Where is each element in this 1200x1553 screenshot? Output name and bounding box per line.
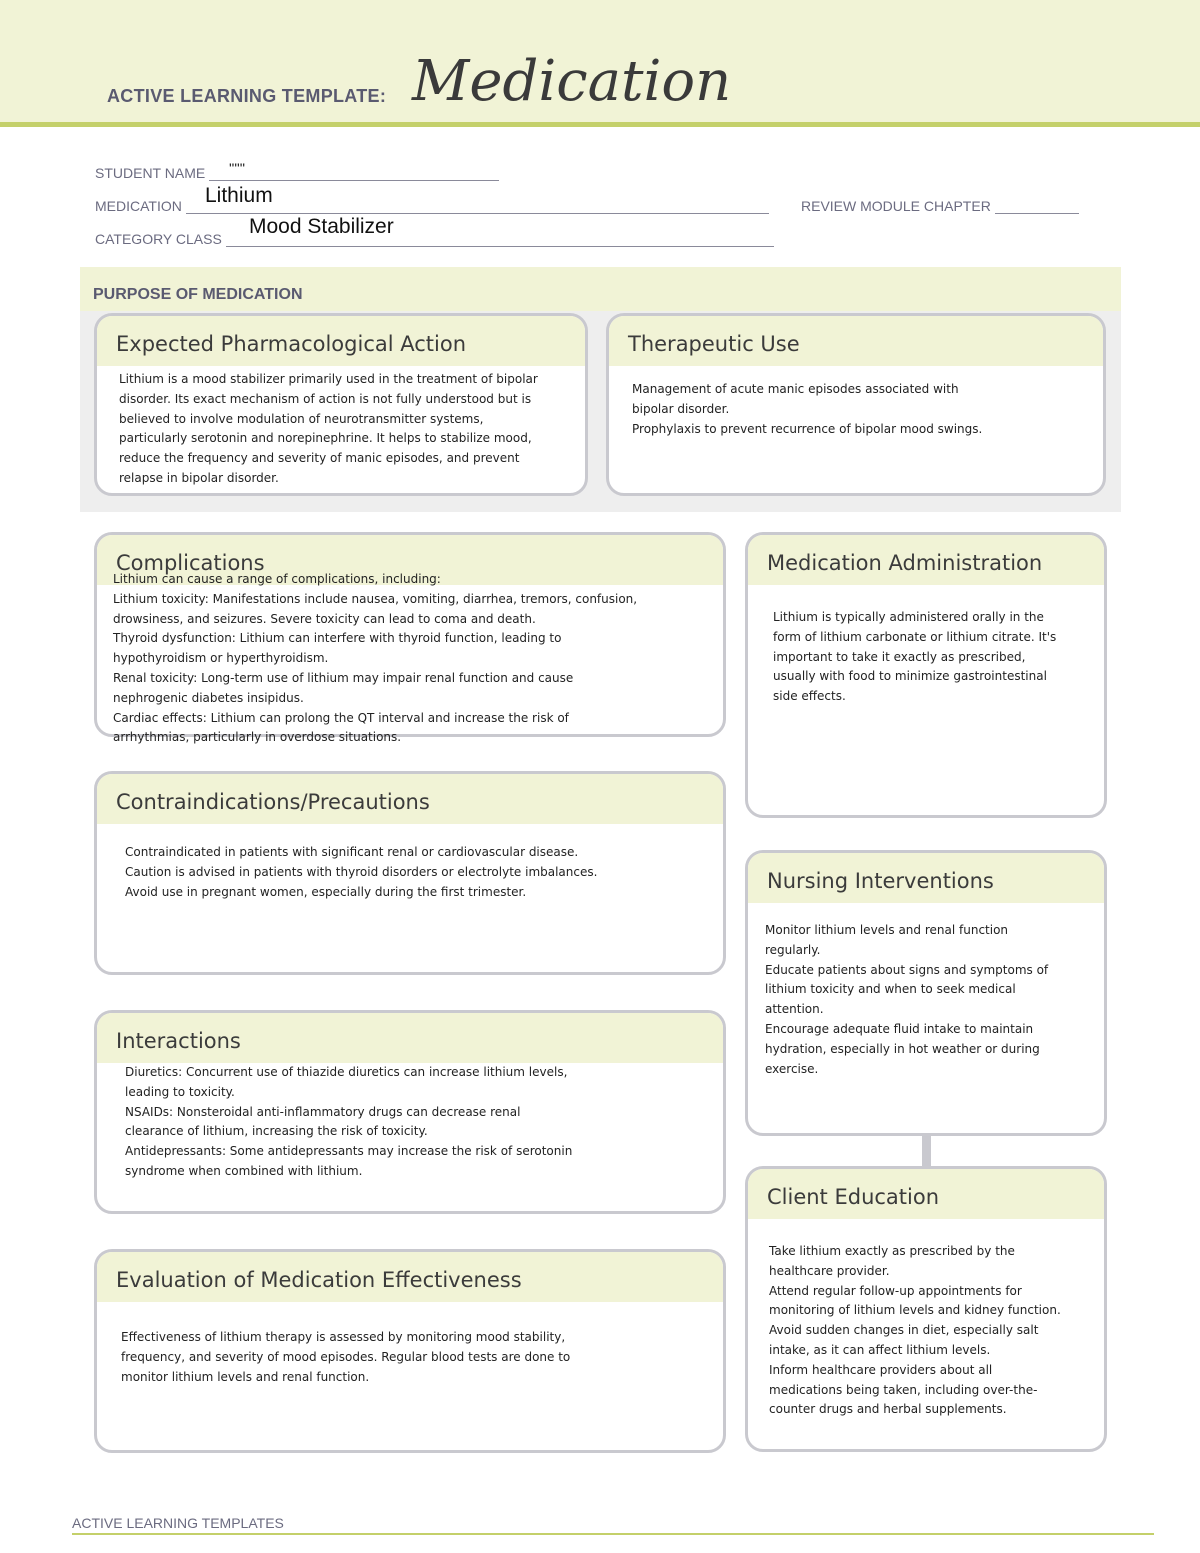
text-line: Take lithium exactly as prescribed by the xyxy=(769,1244,1015,1258)
text-line: counter drugs and herbal supplements. xyxy=(769,1402,1007,1417)
evaluation-title: Evaluation of Medication Effectiveness xyxy=(116,1268,522,1292)
text-line: side effects. xyxy=(773,689,846,704)
text-line: medications being taken, including over-the- xyxy=(769,1382,1038,1397)
text-line: monitor lithium levels and renal function. xyxy=(121,1369,370,1384)
text-line: arrhythmias, particularly in overdose situations. xyxy=(113,730,402,745)
client-education-text xyxy=(769,1242,1061,1420)
category-class-label: CATEGORY CLASS xyxy=(95,231,222,247)
page-title: Medication xyxy=(412,49,732,114)
evaluation-text xyxy=(121,1328,570,1387)
text-line: bipolar disorder. xyxy=(632,401,730,416)
text-line: Lithium is a mood stabilizer primarily used in the treatment of bipolar xyxy=(119,372,538,386)
nursing-interventions-text xyxy=(765,921,1048,1079)
text-line: nephrogenic diabetes insipidus. xyxy=(113,690,304,705)
text-line: frequency, and severity of mood episodes. Regular blood tests are done to xyxy=(121,1349,571,1364)
text-line: regularly. xyxy=(765,942,821,957)
text-line: Management of acute manic episodes associated with xyxy=(632,382,959,396)
text-line: form of lithium carbonate or lithium citrate. It's xyxy=(773,629,1057,644)
medication-administration-title: Medication Administration xyxy=(767,551,1043,575)
text-line: lithium toxicity and when to seek medical xyxy=(765,982,1016,997)
complications-text xyxy=(113,570,637,748)
text-line: syndrome when combined with lithium. xyxy=(125,1163,363,1178)
text-line: Cardiac effects: Lithium can prolong the QT interval and increase the risk of xyxy=(113,710,569,725)
purpose-label: PURPOSE OF MEDICATION xyxy=(93,286,303,303)
text-line: Effectiveness of lithium therapy is assessed by monitoring mood stability, xyxy=(121,1330,566,1344)
footer-label: ACTIVE LEARNING TEMPLATES xyxy=(72,1515,284,1531)
text-line: Contraindicated in patients with significant renal or cardiovascular disease. xyxy=(125,845,579,859)
footer-rule xyxy=(72,1533,1154,1535)
header-rule xyxy=(0,122,1200,127)
student-name-value: '''''' xyxy=(229,160,246,176)
text-line: Monitor lithium levels and renal function xyxy=(765,923,1009,937)
therapeutic-use-title: Therapeutic Use xyxy=(628,332,800,356)
review-module-label: REVIEW MODULE CHAPTER xyxy=(801,198,991,214)
category-class-value: Mood Stabilizer xyxy=(249,215,394,238)
text-line: believed to involve modulation of neurotransmitter systems, xyxy=(119,411,484,426)
text-line: Lithium can cause a range of complications, including: xyxy=(113,572,441,586)
medication-line xyxy=(186,203,769,214)
text-line: intake, as it can affect lithium levels. xyxy=(769,1342,991,1357)
text-line: Prophylaxis to prevent recurrence of bipolar mood swings. xyxy=(632,421,983,436)
review-module-field[interactable] xyxy=(801,198,1079,214)
text-line: hydration, especially in hot weather or during xyxy=(765,1041,1040,1056)
medication-value: Lithium xyxy=(205,184,273,207)
text-line: monitoring of lithium levels and kidney function. xyxy=(769,1303,1061,1318)
text-line: attention. xyxy=(765,1002,824,1017)
text-line: Lithium toxicity: Manifestations include nausea, vomiting, diarrhea, tremors, confusion, xyxy=(113,591,638,606)
category-class-field[interactable] xyxy=(95,231,774,247)
text-line: drowsiness, and seizures. Severe toxicity can lead to coma and death. xyxy=(113,611,536,626)
text-line: particularly serotonin and norepinephrine. It helps to stabilize mood, xyxy=(119,431,532,446)
text-line: hypothyroidism or hyperthyroidism. xyxy=(113,651,329,666)
text-line: Thyroid dysfunction: Lithium can interfere with thyroid function, leading to xyxy=(113,631,562,646)
text-line: Inform healthcare providers about all xyxy=(769,1362,993,1377)
text-line: Antidepressants: Some antidepressants may increase the risk of serotonin xyxy=(125,1144,573,1159)
text-line: leading to toxicity. xyxy=(125,1084,235,1099)
student-name-label: STUDENT NAME xyxy=(95,165,206,181)
expected-action-text xyxy=(119,370,538,489)
text-line: clearance of lithium, increasing the risk of toxicity. xyxy=(125,1124,428,1139)
template-label: ACTIVE LEARNING TEMPLATE: xyxy=(107,86,387,106)
therapeutic-use-text xyxy=(632,380,982,439)
text-line: Avoid sudden changes in diet, especially salt xyxy=(769,1323,1039,1338)
text-line: Avoid use in pregnant women, especially during the first trimester. xyxy=(125,884,527,899)
text-line: Encourage adequate fluid intake to maintain xyxy=(765,1021,1034,1036)
text-line: exercise. xyxy=(765,1061,819,1076)
review-module-line xyxy=(995,203,1079,214)
complications-title: Complications xyxy=(116,551,265,575)
text-line: reduce the frequency and severity of manic episodes, and prevent xyxy=(119,451,520,466)
student-name-line xyxy=(209,170,499,181)
text-line: usually with food to minimize gastrointestinal xyxy=(773,669,1047,684)
text-line: Caution is advised in patients with thyroid disorders or electrolyte imbalances. xyxy=(125,864,598,879)
student-name-field[interactable] xyxy=(95,165,499,181)
medication-label: MEDICATION xyxy=(95,198,182,214)
text-line: Renal toxicity: Long-term use of lithium may impair renal function and cause xyxy=(113,670,574,685)
text-line: disorder. Its exact mechanism of action is not fully understood but is xyxy=(119,391,532,406)
text-line: important to take it exactly as prescribed, xyxy=(773,649,1026,664)
interactions-text xyxy=(125,1063,572,1182)
nursing-interventions-title: Nursing Interventions xyxy=(767,869,994,893)
medication-administration-text xyxy=(773,608,1056,707)
contraindications-title: Contraindications/Precautions xyxy=(116,790,430,814)
medication-field[interactable] xyxy=(95,198,769,214)
box-connector xyxy=(922,1136,931,1166)
text-line: Lithium is typically administered orally in the xyxy=(773,610,1044,624)
text-line: relapse in bipolar disorder. xyxy=(119,470,279,485)
contraindications-text xyxy=(125,843,597,902)
client-education-title: Client Education xyxy=(767,1185,940,1209)
text-line: Educate patients about signs and symptoms of xyxy=(765,962,1049,977)
text-line: Diuretics: Concurrent use of thiazide diuretics can increase lithium levels, xyxy=(125,1065,568,1079)
text-line: healthcare provider. xyxy=(769,1263,890,1278)
interactions-title: Interactions xyxy=(116,1029,241,1053)
text-line: NSAIDs: Nonsteroidal anti-inflammatory drugs can decrease renal xyxy=(125,1104,521,1119)
text-line: Attend regular follow-up appointments for xyxy=(769,1283,1022,1298)
expected-action-title: Expected Pharmacological Action xyxy=(116,332,467,356)
